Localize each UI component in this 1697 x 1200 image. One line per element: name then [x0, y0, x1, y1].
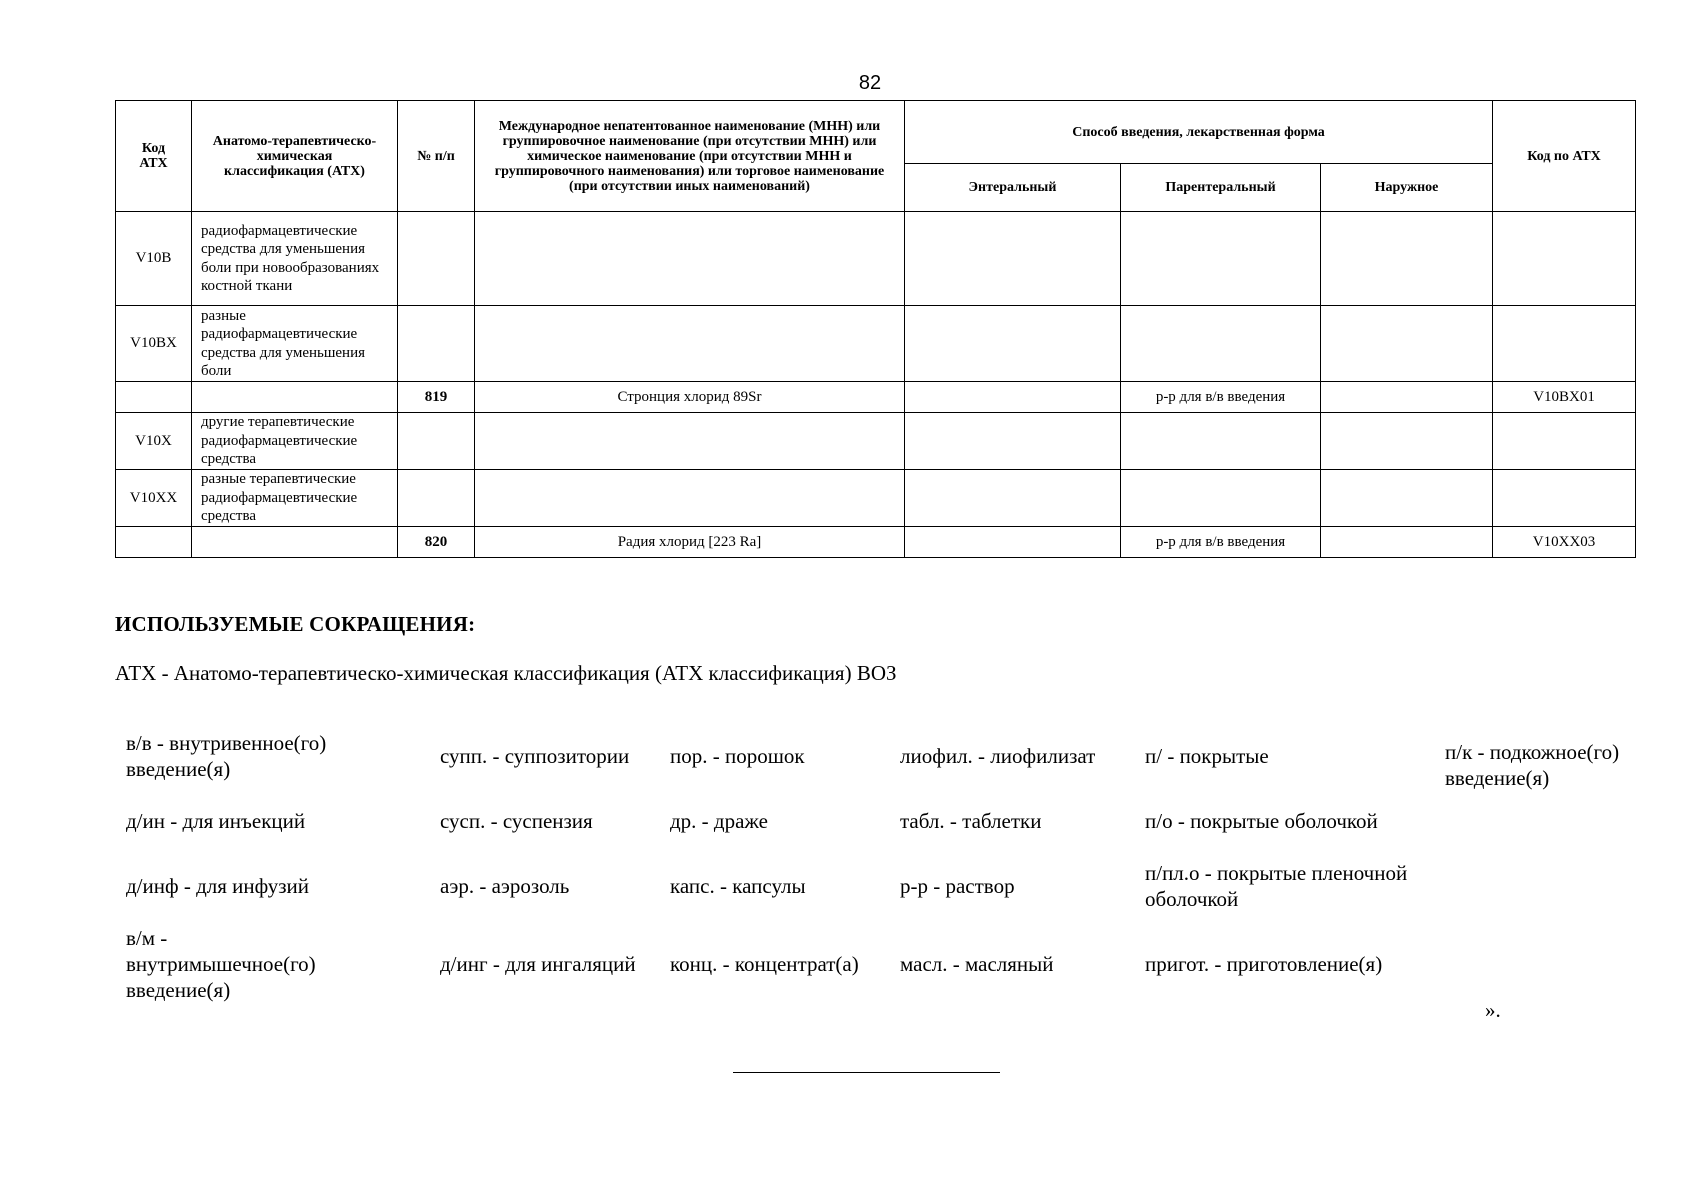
table-header-row — [116, 101, 1636, 164]
abbreviation-row — [117, 723, 1647, 789]
cell-code: V10B — [116, 212, 192, 306]
page-number: 82 — [858, 72, 882, 94]
closing-quote: ». — [1485, 998, 1501, 1022]
abbreviation-item: д/инг - для ингаляций — [440, 952, 636, 976]
cell-enteral — [905, 470, 1121, 527]
cell-atx-code: V10BX01 — [1493, 382, 1636, 413]
abbreviation-item — [1445, 789, 1645, 853]
header-classification: Анатомо-терапевтическо-химическая классификация (АТХ) — [192, 101, 398, 212]
cell-number — [398, 212, 475, 306]
abbreviation-item: лиофил. - лиофилизат — [900, 744, 1096, 768]
cell-external — [1321, 382, 1493, 413]
cell-classification: разные радиофармацевтические средства для уменьшения боли — [192, 306, 398, 382]
header-code-by-atx: Код по АТХ — [1493, 101, 1636, 212]
cell-number — [398, 306, 475, 382]
abbreviation-item: др. - драже — [670, 809, 768, 833]
header-external: Наружное — [1321, 164, 1493, 212]
cell-number — [398, 470, 475, 527]
cell-name — [475, 470, 905, 527]
abbreviation-item — [1445, 853, 1645, 919]
cell-name — [475, 306, 905, 382]
cell-code: V10X — [116, 413, 192, 470]
cell-atx-code — [1493, 306, 1636, 382]
header-number: № п/п — [398, 101, 475, 212]
abbreviation-item: д/ин - для инъекций — [126, 809, 306, 833]
abbreviation-item: супп. - суппозитории — [440, 744, 630, 768]
table-row — [116, 382, 1636, 413]
cell-code — [116, 527, 192, 558]
cell-classification — [192, 382, 398, 413]
abbreviations-title: ИСПОЛЬЗУЕМЫЕ СОКРАЩЕНИЯ: — [115, 612, 476, 636]
abbreviation-row — [117, 919, 1647, 1009]
abbreviation-item: масл. - масляный — [900, 952, 1054, 976]
cell-classification: радиофармацевтические средства для уменьшения боли при новообразованиях костной ткани — [192, 212, 398, 306]
cell-parenteral — [1121, 470, 1321, 527]
cell-classification — [192, 527, 398, 558]
abbreviation-item: табл. - таблетки — [900, 809, 1042, 833]
cell-code: V10BX — [116, 306, 192, 382]
cell-enteral — [905, 382, 1121, 413]
cell-name — [475, 413, 905, 470]
cell-enteral — [905, 306, 1121, 382]
abbreviation-row — [117, 853, 1647, 919]
cell-classification: разные терапевтические радиофармацевтические средства — [192, 470, 398, 527]
abbreviation-item: д/инф - для инфузий — [126, 874, 310, 898]
cell-parenteral: р-р для в/в введения — [1121, 382, 1321, 413]
cell-name: Радия хлорид [223 Ra] — [475, 527, 905, 558]
abbreviation-item: конц. - концентрат(а) — [670, 952, 859, 976]
cell-enteral — [905, 413, 1121, 470]
abbreviation-item: капс. - капсулы — [670, 874, 806, 898]
cell-parenteral — [1121, 212, 1321, 306]
cell-external — [1321, 470, 1493, 527]
cell-number: 820 — [398, 527, 475, 558]
abbreviation-item: р-р - раствор — [900, 874, 1015, 898]
cell-parenteral — [1121, 413, 1321, 470]
header-name: Международное непатентованное наименование (МНН) или группировочное наименование (при отсутствии МНН) или химическое наименование (при отсутствии МНН и группировочного наименования) или торговое наименование (при отсутствии иных наименований) — [475, 101, 905, 212]
table-row — [116, 212, 1636, 306]
table-row — [116, 306, 1636, 382]
cell-atx-code: V10XX03 — [1493, 527, 1636, 558]
abbreviation-item: п/о - покрытые оболочкой — [1145, 809, 1378, 833]
cell-name — [475, 212, 905, 306]
header-enteral: Энтеральный — [905, 164, 1121, 212]
cell-external — [1321, 212, 1493, 306]
cell-number — [398, 413, 475, 470]
table-row — [116, 527, 1636, 558]
atx-table — [115, 100, 1636, 558]
cell-name: Стронция хлорид 89Sr — [475, 382, 905, 413]
abbreviation-item: аэр. - аэрозоль — [440, 874, 570, 898]
cell-enteral — [905, 212, 1121, 306]
cell-number: 819 — [398, 382, 475, 413]
abbreviation-item: сусп. - суспензия — [440, 809, 593, 833]
abbreviation-item: в/в - внутривенное(го) введение(я) — [126, 731, 327, 781]
cell-external — [1321, 413, 1493, 470]
abbreviation-item: п/ - покрытые — [1145, 744, 1269, 768]
cell-code — [116, 382, 192, 413]
cell-code: V10XX — [116, 470, 192, 527]
abbreviation-item: п/пл.о - покрытые пленочной оболочкой — [1145, 861, 1408, 911]
abbreviation-item: в/м - внутримышечное(го) введение(я) — [126, 926, 316, 1002]
cell-parenteral: р-р для в/в введения — [1121, 527, 1321, 558]
header-code-atx: Код АТХ — [116, 101, 192, 212]
abbreviation-item: пригот. - приготовление(я) — [1145, 952, 1383, 976]
cell-enteral — [905, 527, 1121, 558]
abbreviations-grid — [117, 723, 1647, 1009]
abbreviation-item: пор. - порошок — [670, 744, 805, 768]
table-row — [116, 470, 1636, 527]
abbreviation-item: п/к - подкожное(го) введение(я) — [1445, 740, 1620, 790]
cell-atx-code — [1493, 470, 1636, 527]
header-route-group: Способ введения, лекарственная форма — [905, 101, 1493, 164]
cell-atx-code — [1493, 212, 1636, 306]
header-parenteral: Парентеральный — [1121, 164, 1321, 212]
cell-external — [1321, 527, 1493, 558]
cell-atx-code — [1493, 413, 1636, 470]
table-row — [116, 413, 1636, 470]
cell-parenteral — [1121, 306, 1321, 382]
atx-definition: АТХ - Анатомо-терапевтическо-химическая классификация (АТХ классификация) ВОЗ — [115, 661, 897, 685]
abbreviation-row — [117, 789, 1647, 853]
abbreviation-item — [1445, 919, 1645, 1009]
cell-external — [1321, 306, 1493, 382]
cell-classification: другие терапевтические радиофармацевтические средства — [192, 413, 398, 470]
separator-line — [733, 1072, 1000, 1073]
